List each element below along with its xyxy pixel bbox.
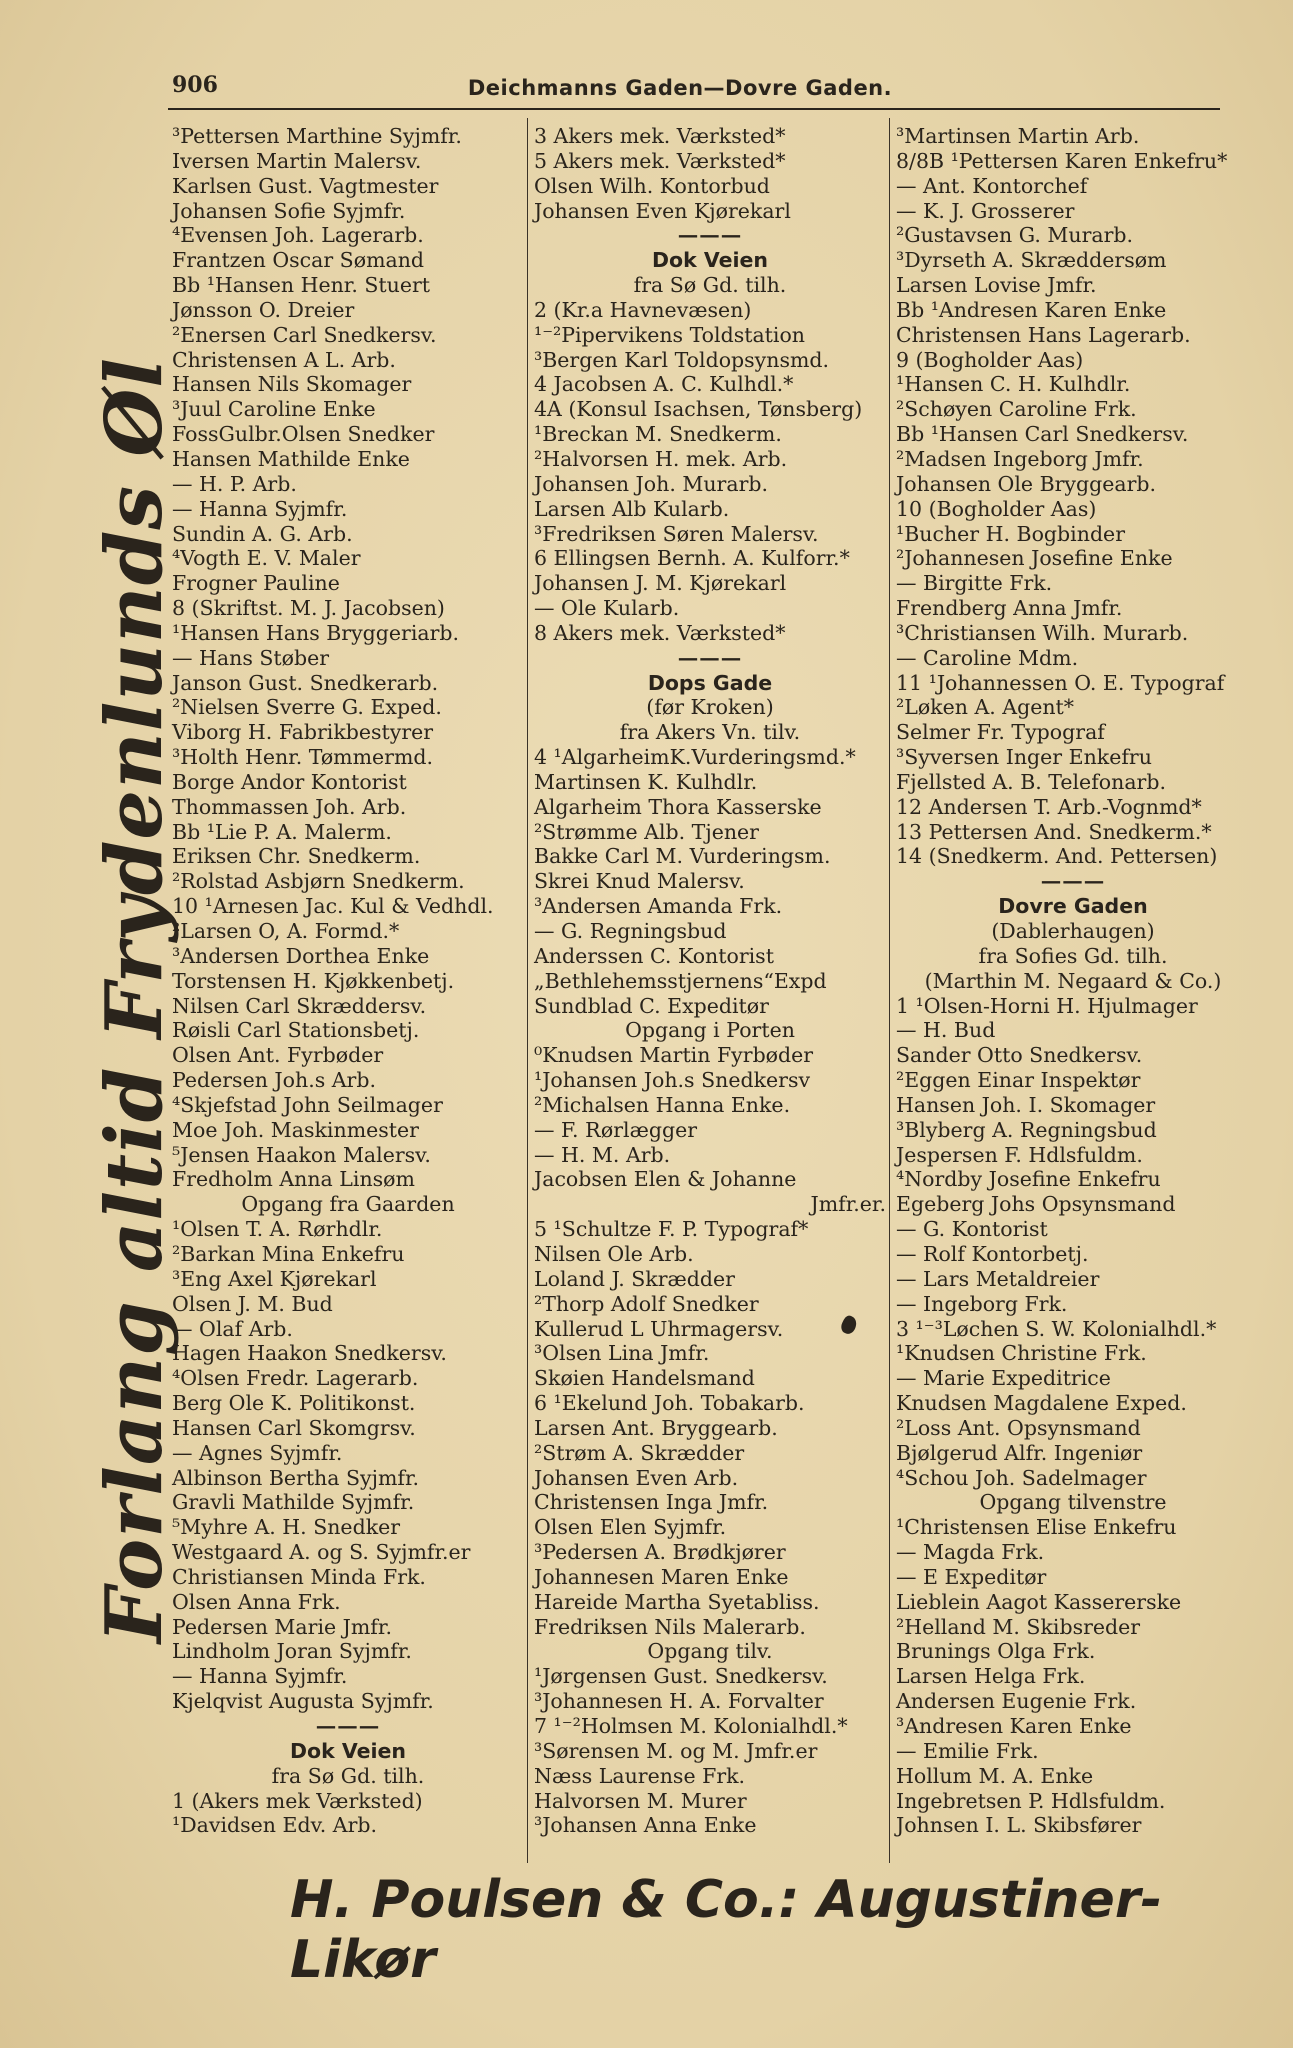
directory-entry: fra Sofies Gd. tilh. [978, 943, 1168, 968]
directory-entry: Hareide Martha Syetabliss. [534, 1589, 820, 1614]
directory-entry: Johansen J. M. Kjørekarl [534, 571, 787, 596]
directory-entry: Janson Gust. Snedkerarb. [172, 670, 439, 695]
directory-entry: ²Strøm A. Skrædder [534, 1440, 745, 1465]
header-rule [168, 108, 1220, 110]
directory-entry: ³Blyberg A. Regningsbud [896, 1117, 1157, 1142]
directory-entry: Fredholm Anna Linsøm [172, 1167, 415, 1192]
directory-entry: — H. Bud [896, 1018, 996, 1043]
column-divider [527, 118, 528, 1863]
directory-entry: 10 (Bogholder Aas) [896, 496, 1097, 521]
street-heading: Dok Veien [289, 1738, 407, 1763]
directory-entry: Moe Joh. Maskinmester [172, 1117, 419, 1142]
directory-entry: Selmer Fr. Typograf [896, 720, 1105, 745]
directory-entry: — Olaf Arb. [172, 1316, 293, 1341]
section-divider: ——— [677, 645, 743, 670]
directory-entry: Larsen Lovise Jmfr. [896, 273, 1097, 298]
directory-entry: 7 ¹⁻²Holmsen M. Kolonialhdl.* [534, 1714, 848, 1738]
directory-entry: Skøien Handelsmand [534, 1366, 755, 1391]
directory-entry: Hansen Mathilde Enke [172, 446, 410, 471]
bottom-advertisement: H. Poulsen & Co.: Augustiner-Likør [290, 1870, 1163, 1990]
directory-entry: Kjelqvist Augusta Syjmfr. [172, 1689, 434, 1714]
directory-entry: ⁴Olsen Fredr. Lagerarb. [172, 1366, 419, 1391]
directory-entry: ⁵Myhre A. H. Snedker [172, 1515, 401, 1540]
directory-entry: Sundblad C. Expeditør [534, 993, 769, 1018]
directory-entry: ²Michalsen Hanna Enke. [534, 1092, 791, 1117]
directory-entry: Frendberg Anna Jmfr. [896, 596, 1123, 621]
directory-entry: ³Fredriksen Søren Malersv. [534, 521, 819, 546]
street-heading: Dok Veien [651, 248, 769, 273]
directory-entry: Eriksen Chr. Snedkerm. [172, 844, 421, 869]
directory-entry: Johansen Even Kjørekarl [534, 198, 791, 223]
directory-entry: ³Christiansen Wilh. Murarb. [896, 620, 1189, 645]
directory-entry: Johansen Even Arb. [534, 1465, 739, 1490]
directory-entry: Egeberg Johs Opsynsmand [896, 1192, 1176, 1217]
directory-entry: Jespersen F. Hdlsfuldm. [896, 1142, 1143, 1167]
directory-entry: — G. Regningsbud [534, 919, 727, 943]
directory-entry: ¹Olsen T. A. Rørhdlr. [172, 1217, 383, 1242]
directory-entry: ¹Hansen C. H. Kulhdlr. [896, 372, 1131, 397]
directory-entry: ⁴Schou Joh. Sadelmager [896, 1465, 1147, 1490]
directory-entry: 1 ¹Olsen-Horni H. Hjulmager [896, 993, 1198, 1018]
directory-entry: Olsen J. M. Bud [172, 1291, 333, 1316]
directory-entry: ⁵Jensen Haakon Malersv. [172, 1142, 431, 1167]
directory-entry: Opgang tilvenstre [979, 1490, 1167, 1515]
directory-column-2 [534, 124, 886, 1838]
directory-entry: „Bethlehemsstjernens“Expd [534, 968, 827, 993]
directory-entry: Loland J. Skrædder [534, 1266, 735, 1291]
directory-entry: — F. Rørlægger [534, 1117, 698, 1142]
directory-entry: 1 (Akers mek Værksted) [172, 1788, 423, 1813]
directory-entry: — Rolf Kontorbetj. [896, 1241, 1089, 1266]
directory-entry: ²Madsen Ingeborg Jmfr. [896, 446, 1144, 471]
directory-entry: — Ingeborg Frk. [896, 1291, 1068, 1316]
directory-entry: ¹Davidsen Edv. Arb. [172, 1813, 378, 1838]
directory-entry: Frogner Pauline [172, 571, 340, 596]
directory-entry: 3 Akers mek. Værksted* [534, 124, 786, 148]
directory-entry: Christensen A L. Arb. [172, 347, 396, 372]
directory-entry: 4 Jacobsen A. C. Kulhdl.* [534, 372, 794, 397]
directory-entry: Hagen Haakon Snedkersv. [172, 1341, 447, 1366]
directory-entry: ²Johannesen Josefine Enke [896, 546, 1173, 571]
directory-entry: Opgang fra Gaarden [241, 1192, 455, 1217]
directory-entry: ³Pedersen A. Brødkjører [534, 1540, 786, 1565]
directory-entry: Røisli Carl Stationsbetj. [172, 1018, 420, 1043]
directory-entry: — Hans Støber [172, 645, 330, 670]
directory-entry: fra Sø Gd. tilh. [633, 273, 787, 298]
directory-entry: 9 (Bogholder Aas) [896, 347, 1084, 372]
directory-entry: Johnsen I. L. Skibsfører [896, 1813, 1142, 1838]
directory-entry: 8 (Skriftst. M. J. Jacobsen) [172, 596, 445, 621]
directory-entry: ¹Bucher H. Bogbinder [896, 521, 1125, 546]
directory-entry: 5 ¹Schultze F. P. Typograf* [534, 1217, 809, 1242]
directory-entry: ³Johansen Anna Enke [534, 1813, 757, 1838]
directory-entry: — Agnes Syjmfr. [172, 1440, 343, 1465]
directory-entry: Sander Otto Snedkersv. [896, 1043, 1143, 1068]
side-advertisement: Forlang altid Frydenlunds Øl [89, 357, 180, 1643]
directory-entry: ¹⁻²Pipervikens Toldstation [534, 322, 806, 347]
directory-entry: ⁴Vogth E. V. Maler [172, 546, 361, 571]
directory-entry: 14 (Snedkerm. And. Pettersen) [896, 844, 1218, 869]
directory-entry: Bakke Carl M. Vurderingsm. [534, 844, 831, 869]
directory-entry: Halvorsen M. Murer [534, 1788, 747, 1813]
directory-entry: ²Barkan Mina Enkefru [172, 1241, 405, 1266]
directory-entry: ³Andersen Dorthea Enke [172, 943, 430, 968]
directory-entry: Torstensen H. Kjøkkenbetj. [172, 968, 455, 993]
directory-column-1 [172, 124, 524, 1838]
directory-entry: ³Martinsen Martin Arb. [896, 124, 1140, 148]
page-number: 906 [172, 72, 218, 98]
directory-entry: 3 ¹⁻³Løchen S. W. Kolonialhdl.* [896, 1316, 1217, 1341]
directory-entry: Johansen Sofie Syjmfr. [172, 198, 406, 223]
directory-entry: Opgang tilv. [647, 1639, 773, 1664]
directory-entry: Ingebretsen P. Hdlsfuldm. [896, 1788, 1166, 1813]
directory-entry: Johansen Joh. Murarb. [534, 471, 769, 496]
directory-entry: ¹Hansen Hans Bryggeriarb. [172, 620, 460, 645]
directory-entry: Bb ¹Lie P. A. Malerm. [172, 819, 392, 844]
directory-entry: — Marie Expeditrice [896, 1366, 1111, 1391]
directory-entry: Westgaard A. og S. Syjmfr.er [172, 1540, 471, 1565]
directory-entry: ³Johannesen H. A. Forvalter [534, 1689, 824, 1714]
directory-entry: ²Helland M. Skibsreder [896, 1614, 1141, 1639]
directory-column-3 [896, 124, 1250, 1838]
directory-entry: Kullerud L Uhrmagersv. [534, 1316, 784, 1341]
directory-entry: ⁴Evensen Joh. Lagerarb. [172, 223, 424, 248]
directory-entry: Christensen Inga Jmfr. [534, 1490, 769, 1515]
directory-entry: Olsen Elen Syjmfr. [534, 1515, 727, 1540]
directory-entry: ⁴Skjefstad John Seilmager [172, 1092, 443, 1117]
directory-entry: ³Andresen Karen Enke [896, 1714, 1132, 1738]
directory-entry: Pedersen Marie Jmfr. [172, 1614, 392, 1639]
directory-entry: — Lars Metaldreier [896, 1266, 1100, 1291]
directory-entry: ⁰Knudsen Martin Fyrbøder [534, 1043, 814, 1068]
directory-entry: Algarheim Thora Kasserske [534, 794, 822, 819]
directory-entry: — Ant. Kontorchef [896, 173, 1088, 198]
directory-entry: 5 Akers mek. Værksted* [534, 148, 786, 173]
directory-entry: — Caroline Mdm. [896, 645, 1079, 670]
directory-entry: — G. Kontorist [896, 1217, 1048, 1242]
section-divider: ——— [315, 1714, 381, 1738]
directory-entry: ¹Breckan M. Snedkerm. [534, 422, 782, 447]
directory-entry: Pedersen Joh.s Arb. [172, 1068, 376, 1093]
directory-entry: 8/8B ¹Pettersen Karen Enkefru* [896, 148, 1228, 173]
directory-entry: 11 ¹Johannessen O. E. Typograf [896, 670, 1225, 695]
directory-entry: Andersen Eugenie Frk. [896, 1689, 1137, 1714]
directory-entry: 2 (Kr.a Havnevæsen) [534, 297, 752, 322]
directory-entry: Thommassen Joh. Arb. [172, 794, 407, 819]
directory-entry: 4 ¹AlgarheimK.Vurderingsmd.* [534, 745, 856, 770]
directory-entry: Fredriksen Nils Malerarb. [534, 1614, 806, 1639]
directory-entry: Christensen Hans Lagerarb. [896, 322, 1191, 347]
directory-entry: ²Enersen Carl Snedkersv. [172, 322, 437, 347]
directory-entry: Jacobsen Elen & Johanne [534, 1167, 797, 1192]
directory-entry: Karlsen Gust. Vagtmester [172, 173, 439, 198]
directory-entry: Lieblein Aagot Kassererske [896, 1589, 1182, 1614]
directory-entry: 12 Andersen T. Arb.-Vognmd* [896, 794, 1202, 819]
directory-entry: (Dablerhaugen) [991, 919, 1155, 943]
directory-entry: 6 ¹Ekelund Joh. Tobakarb. [534, 1391, 805, 1416]
street-heading: Dops Gade [647, 670, 773, 695]
section-divider: ——— [677, 223, 743, 248]
directory-entry: Jønsson O. Dreier [172, 297, 355, 322]
directory-entry: ⁴Nordby Josefine Enkefru [896, 1167, 1161, 1192]
directory-entry: ¹Christensen Elise Enkefru [896, 1515, 1177, 1540]
directory-entry: Johannesen Maren Enke [534, 1564, 789, 1589]
page-header: Deichmanns Gaden—Dovre Gaden. [467, 76, 893, 100]
directory-entry: — Birgitte Frk. [896, 571, 1053, 596]
directory-entry: ¹Jørgensen Gust. Snedkersv. [534, 1664, 828, 1689]
directory-entry: Berg Ole K. Politikonst. [172, 1391, 416, 1416]
directory-entry: — E Expeditør [896, 1564, 1047, 1589]
directory-entry: Iversen Martin Malersv. [172, 148, 422, 173]
directory-entry: Christiansen Minda Frk. [172, 1564, 426, 1589]
directory-entry: ³Juul Caroline Enke [172, 397, 376, 422]
directory-entry: Bb ¹Andresen Karen Enke [896, 297, 1167, 322]
directory-entry: Nilsen Carl Skræddersv. [172, 993, 427, 1018]
directory-entry: Knudsen Magdalene Exped. [896, 1391, 1187, 1416]
directory-entry: Hansen Carl Skomgrsv. [172, 1415, 416, 1440]
directory-entry: ¹Knudsen Christine Frk. [896, 1341, 1147, 1366]
directory-entry: — H. M. Arb. [534, 1142, 671, 1167]
directory-entry: Olsen Anna Frk. [172, 1589, 341, 1614]
directory-entry: Olsen Ant. Fyrbøder [172, 1043, 384, 1068]
directory-entry: Martinsen K. Kulhdlr. [534, 769, 758, 794]
directory-entry: 10 ¹Arnesen Jac. Kul & Vedhdl. [172, 894, 494, 919]
directory-entry: Hollum M. A. Enke [896, 1763, 1094, 1788]
section-divider: ——— [1040, 869, 1106, 894]
directory-entry: fra Sø Gd. tilh. [271, 1763, 425, 1788]
directory-entry: Olsen Wilh. Kontorbud [534, 173, 770, 198]
directory-entry: — Emilie Frk. [896, 1738, 1039, 1763]
directory-entry: ²Strømme Alb. Tjener [534, 819, 759, 844]
directory-entry: (før Kroken) [646, 695, 774, 720]
directory-entry: Larsen Alb Kularb. [534, 496, 730, 521]
directory-entry: — Hanna Syjmfr. [172, 496, 348, 521]
directory-entry: ²Gustavsen G. Murarb. [896, 223, 1134, 248]
directory-entry: ²Loss Ant. Opsynsmand [896, 1415, 1141, 1440]
directory-entry: Bb ¹Hansen Carl Snedkersv. [896, 422, 1189, 447]
directory-entry: ²Thorp Adolf Snedker [534, 1291, 759, 1316]
directory-entry: — H. P. Arb. [172, 471, 297, 496]
directory-entry: Larsen Ant. Bryggearb. [534, 1415, 778, 1440]
directory-entry: — Magda Frk. [896, 1540, 1045, 1565]
directory-entry: Anderssen C. Kontorist [534, 943, 774, 968]
directory-entry: Skrei Knud Malersv. [534, 869, 745, 894]
directory-entry: Frantzen Oscar Sømand [172, 248, 425, 273]
directory-entry: 8 Akers mek. Værksted* [534, 620, 786, 645]
directory-entry: Borge Andor Kontorist [172, 769, 407, 794]
directory-entry: ³Olsen Lina Jmfr. [534, 1341, 710, 1366]
directory-entry: 13 Pettersen And. Snedkerm.* [896, 819, 1212, 844]
directory-entry: Johansen Ole Bryggearb. [896, 471, 1157, 496]
directory-entry: ²Halvorsen H. mek. Arb. [534, 446, 788, 471]
directory-entry: fra Akers Vn. tilv. [619, 720, 801, 745]
directory-entry: ¹Johansen Joh.s Snedkersv [534, 1068, 811, 1093]
directory-entry: Hansen Nils Skomager [172, 372, 412, 397]
directory-entry: — Ole Kularb. [534, 596, 680, 621]
directory-entry: Næss Laurense Frk. [534, 1763, 746, 1788]
directory-entry: 4A (Konsul Isachsen, Tønsberg) [534, 397, 863, 422]
directory-entry: ³Pettersen Marthine Syjmfr. [172, 124, 462, 148]
directory-entry: — Hanna Syjmfr. [172, 1664, 348, 1689]
directory-entry: ³Dyrseth A. Skræddersøm [896, 248, 1167, 273]
directory-entry: — K. J. Grosserer [896, 198, 1075, 223]
directory-entry: (Marthin M. Negaard & Co.) [924, 968, 1222, 993]
directory-entry: Sundin A. G. Arb. [172, 521, 353, 546]
directory-entry: Larsen Helga Frk. [896, 1664, 1086, 1689]
directory-entry: Jmfr.er. [810, 1192, 886, 1217]
directory-entry: Brunings Olga Frk. [896, 1639, 1096, 1664]
directory-entry: Bjølgerud Alfr. Ingeniør [896, 1440, 1143, 1465]
directory-entry: ³Bergen Karl Toldopsynsmd. [534, 347, 830, 372]
directory-entry: ²Løken A. Agent* [896, 695, 1075, 720]
directory-entry: ²Schøyen Caroline Frk. [896, 397, 1137, 422]
directory-entry: FossGulbr.Olsen Snedker [172, 422, 435, 447]
street-heading: Dovre Gaden [998, 894, 1148, 919]
directory-entry: ²Rolstad Asbjørn Snedkerm. [172, 869, 465, 894]
directory-entry: ³Holth Henr. Tømmermd. [172, 745, 434, 770]
directory-entry: Nilsen Ole Arb. [534, 1241, 694, 1266]
directory-entry: ³Eng Axel Kjørekarl [172, 1266, 377, 1291]
directory-entry: Hansen Joh. I. Skomager [896, 1092, 1156, 1117]
directory-entry: Opgang i Porten [625, 1018, 795, 1043]
directory-entry: Gravli Mathilde Syjmfr. [172, 1490, 415, 1515]
directory-entry: Viborg H. Fabrikbestyrer [172, 720, 434, 745]
directory-entry: ²Nielsen Sverre G. Exped. [172, 695, 442, 720]
directory-entry: ³Sørensen M. og M. Jmfr.er [534, 1738, 818, 1763]
directory-entry: ³Andersen Amanda Frk. [534, 894, 783, 919]
directory-entry: Lindholm Joran Syjmfr. [172, 1639, 412, 1664]
directory-entry: ³Syversen Inger Enkefru [896, 745, 1152, 770]
directory-entry: ²Eggen Einar Inspektør [896, 1068, 1141, 1093]
directory-entry: Bb ¹Hansen Henr. Stuert [172, 273, 431, 298]
directory-entry: Fjellsted A. B. Telefonarb. [896, 769, 1166, 794]
directory-entry: ²Larsen O, A. Formd.* [172, 919, 400, 943]
column-divider [889, 118, 890, 1863]
directory-entry: 6 Ellingsen Bernh. A. Kulforr.* [534, 546, 850, 571]
directory-entry: Albinson Bertha Syjmfr. [172, 1465, 420, 1490]
